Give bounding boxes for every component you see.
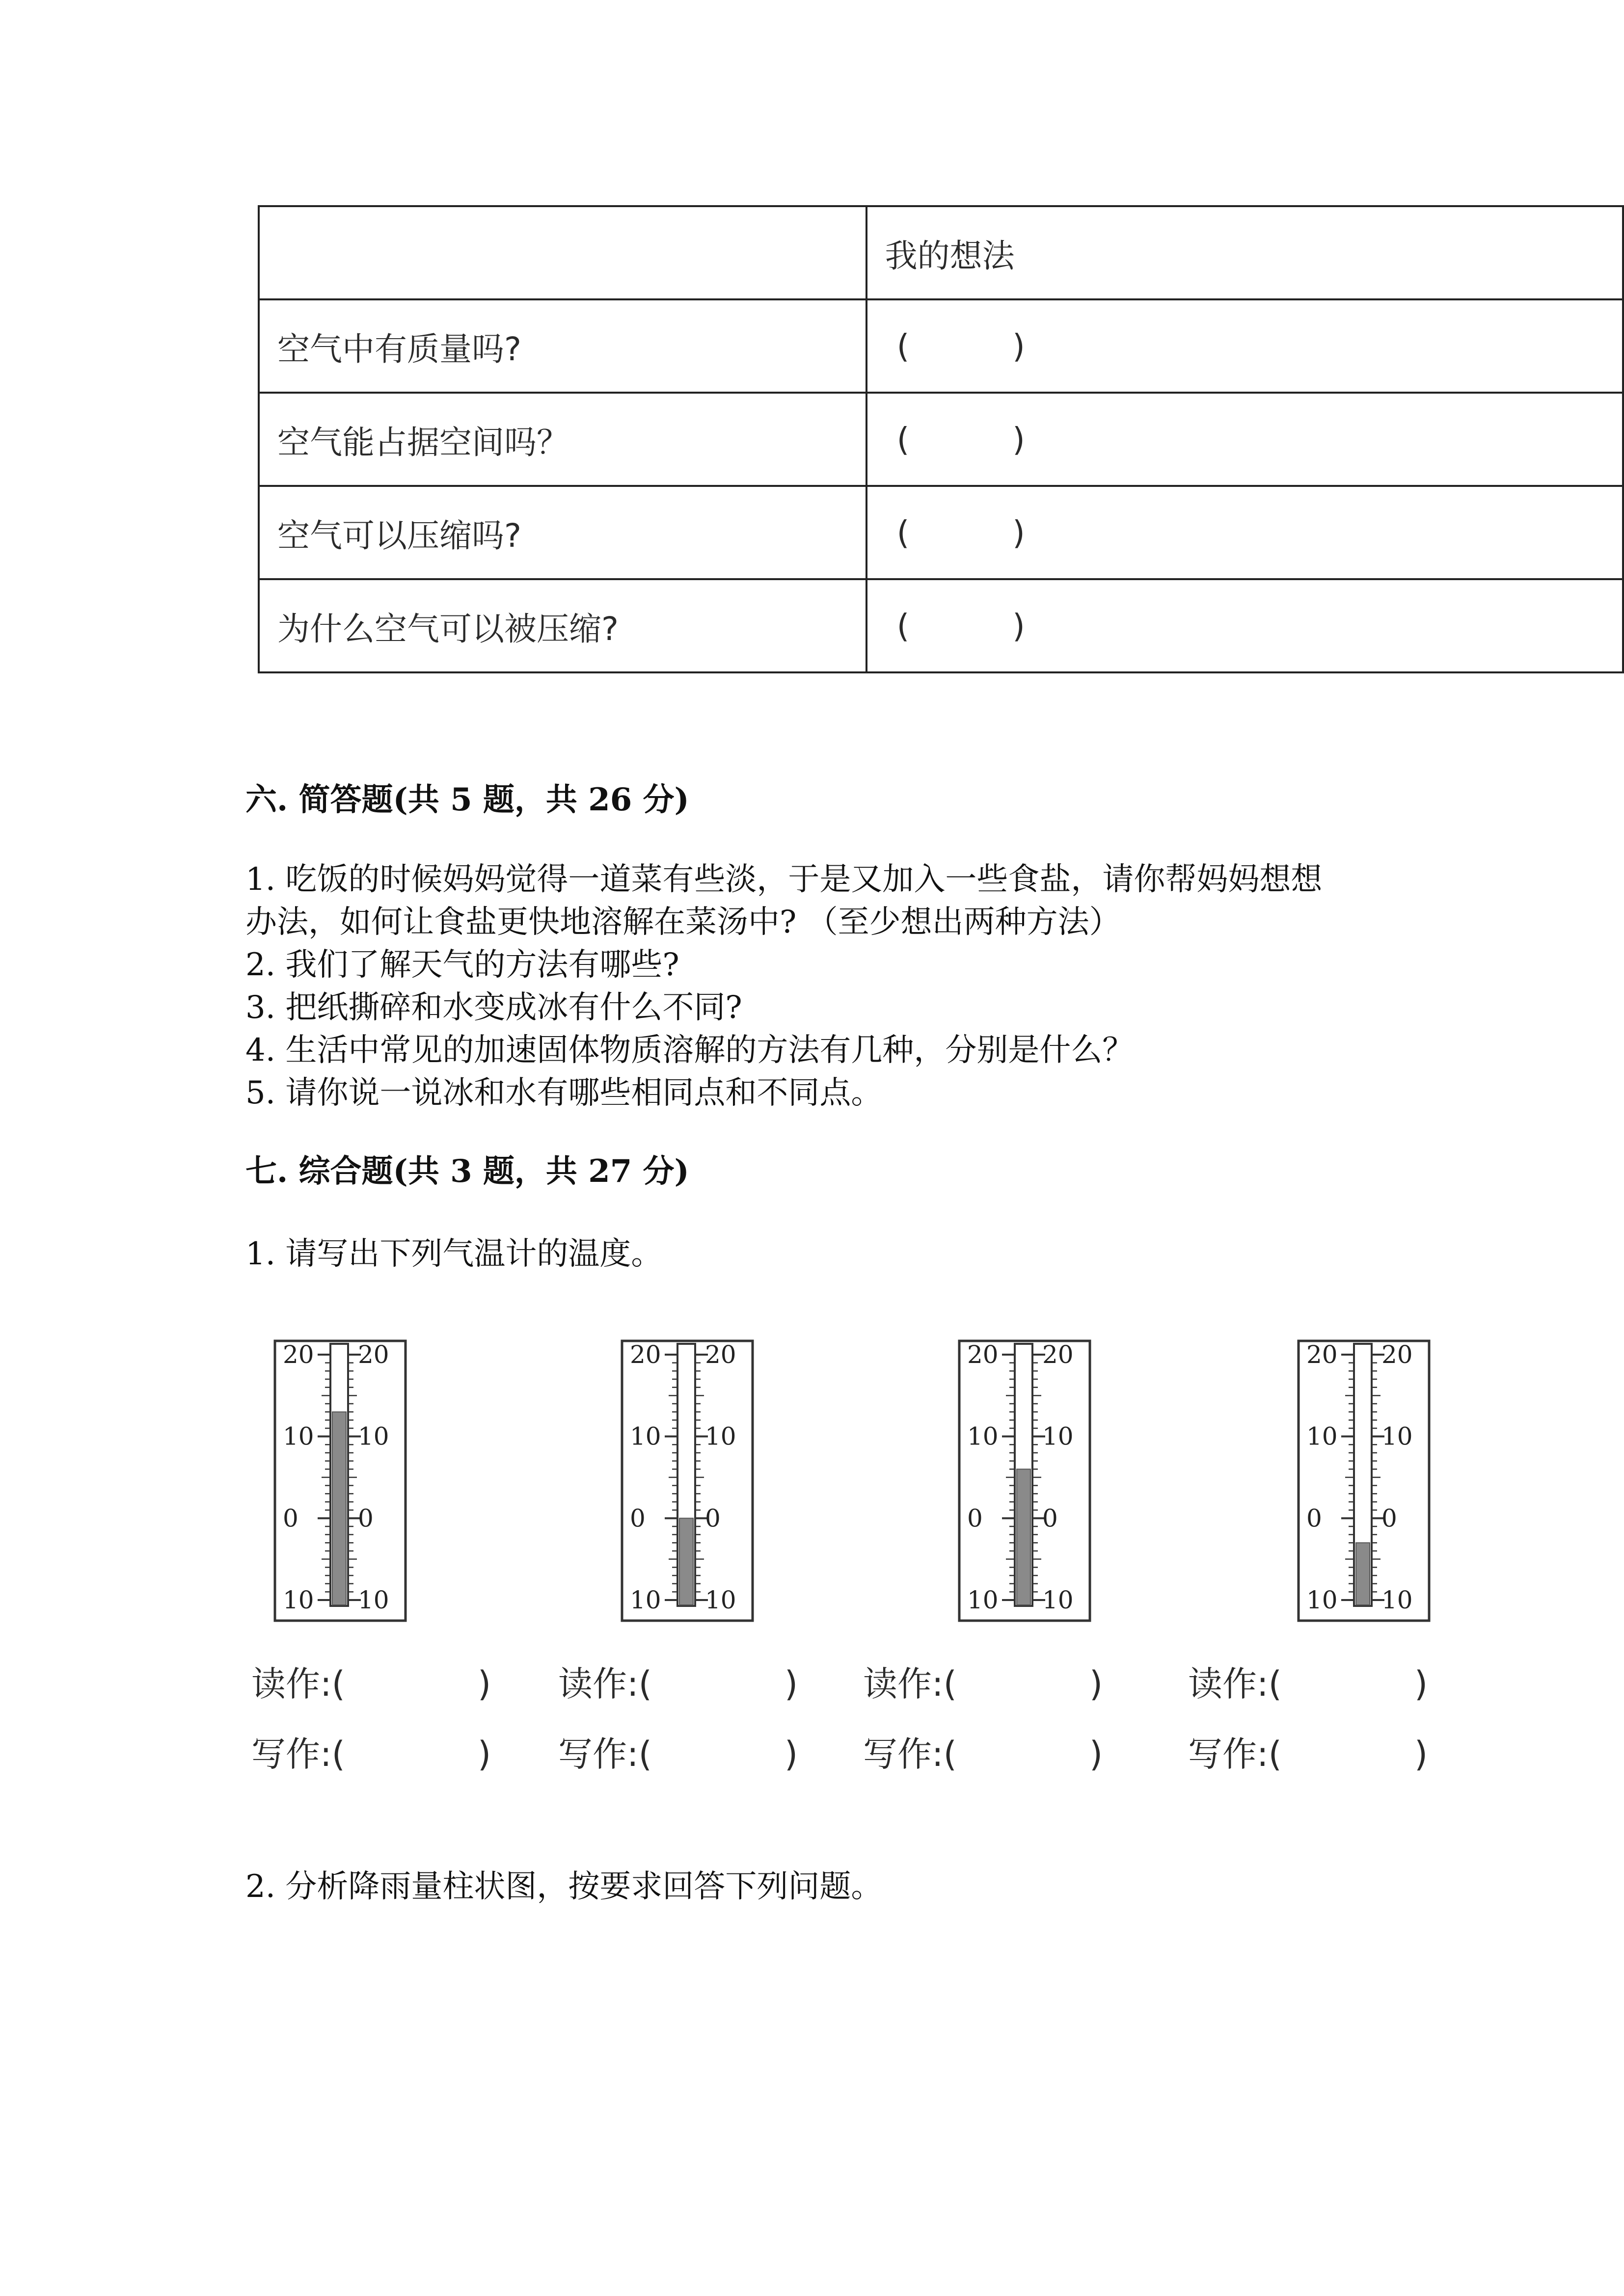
thermometer-svg [616,1340,758,1625]
scale-label: 10 [1306,1422,1338,1451]
close-paren: ) [477,1664,491,1704]
section-7-title: 七. 综合题(共 3 题，共 27 分) [245,1153,689,1190]
scale-label: 10 [967,1422,999,1451]
question-line: 办法，如何让食盐更快地溶解在菜汤中? （至少想出两种方法） [245,904,1121,940]
table-answer-blank[interactable] [866,579,1623,672]
scale-label: 0 [283,1504,298,1533]
scale-label: 10 [1381,1422,1413,1451]
scale-label: 20 [967,1340,999,1369]
scale-label: 10 [705,1422,736,1451]
scale-label: 0 [358,1504,374,1533]
table-question: 空气中有质量吗? [259,299,866,393]
scale-label: 10 [358,1586,389,1614]
answer-parens: ( ) [896,420,1025,458]
question-line: 5. 请你说一说冰和水有哪些相同点和不同点。 [245,1075,883,1111]
scale-label: 10 [1381,1586,1413,1614]
table-header-empty [259,206,866,299]
scale-label: 20 [358,1340,389,1369]
scale-label: 10 [283,1422,314,1451]
scale-label: 0 [705,1504,721,1533]
scale-label: 10 [1306,1586,1338,1614]
table-answer-blank[interactable] [866,299,1623,393]
scale-label: 0 [1306,1504,1322,1533]
thermometer-svg [1293,1340,1435,1625]
read-label: 读作:( [1188,1664,1282,1704]
thermometer-4 [1293,1340,1435,1625]
scale-label: 20 [1306,1340,1338,1369]
question-line: 2. 我们了解天气的方法有哪些? [245,947,679,983]
scale-label: 20 [283,1340,314,1369]
write-as-blank-1[interactable] [251,1727,491,1776]
write-label: 写作:( [558,1734,652,1774]
table-row [259,486,1623,579]
scale-label: 20 [1042,1340,1074,1369]
read-label: 读作:( [863,1664,957,1704]
thermometer-liquid [1017,1469,1030,1605]
table-question: 为什么空气可以被压缩? [259,579,866,672]
close-paren: ) [784,1734,798,1774]
read-as-blank-3[interactable] [863,1656,1103,1706]
close-paren: ) [1414,1734,1428,1774]
question-line: 2. 分析降雨量柱状图，按要求回答下列问题。 [245,1869,883,1905]
thermometer-2 [616,1340,758,1625]
scale-label: 10 [630,1422,661,1451]
thermometer-liquid [332,1412,346,1605]
table-question: 空气能占据空间吗？ [259,393,866,486]
close-paren: ) [1414,1664,1428,1704]
scale-label: 10 [283,1586,314,1614]
write-as-blank-2[interactable] [558,1727,798,1776]
table-header-my-idea: 我的想法 [866,206,1623,299]
answer-parens: ( ) [896,327,1025,365]
read-as-blank-4[interactable] [1188,1656,1428,1706]
close-paren: ) [1089,1664,1103,1704]
scale-label: 0 [967,1504,983,1533]
scale-label: 20 [630,1340,661,1369]
close-paren: ) [1089,1734,1103,1774]
read-as-blank-1[interactable] [251,1656,491,1706]
question-line: 4. 生活中常见的加速固体物质溶解的方法有几种，分别是什么？ [245,1032,1134,1068]
scale-label: 20 [1381,1340,1413,1369]
thermometer-svg [953,1340,1096,1625]
thermometer-1 [269,1340,411,1625]
write-label: 写作:( [863,1734,957,1774]
read-label: 读作:( [251,1664,345,1704]
answer-parens: ( ) [896,513,1025,552]
question-line: 3. 把纸撕碎和水变成冰有什么不同? [245,989,742,1026]
table-answer-blank[interactable] [866,486,1623,579]
thermometer-3 [953,1340,1096,1625]
thermometer-liquid [679,1518,693,1605]
read-as-blank-2[interactable] [558,1656,798,1706]
thermometer-svg [269,1340,411,1625]
write-as-blank-4[interactable] [1188,1727,1428,1776]
scale-label: 10 [705,1586,736,1614]
table-question: 空气可以压缩吗? [259,486,866,579]
question-line: 1. 吃饭的时候妈妈觉得一道菜有些淡，于是又加入一些食盐，请你帮妈妈想想 [245,861,1323,898]
section-6-title: 六. 简答题(共 5 题，共 26 分) [245,781,689,818]
write-label: 写作:( [251,1734,345,1774]
close-paren: ) [477,1734,491,1774]
scale-label: 10 [630,1586,661,1614]
scale-label: 0 [1042,1504,1058,1533]
thermometer-liquid [1356,1543,1370,1605]
question-line: 1. 请写出下列气温计的温度。 [245,1236,663,1272]
table-row [259,299,1623,393]
table-row [259,579,1623,672]
air-questions-table [258,205,1624,673]
scale-label: 10 [1042,1422,1074,1451]
table-header-row [259,206,1623,299]
write-as-blank-3[interactable] [863,1727,1103,1776]
scale-label: 10 [967,1586,999,1614]
scale-label: 10 [358,1422,389,1451]
answer-parens: ( ) [896,607,1025,645]
table-row [259,393,1623,486]
scale-label: 10 [1042,1586,1074,1614]
read-label: 读作:( [558,1664,652,1704]
scale-label: 0 [1381,1504,1397,1533]
scale-label: 0 [630,1504,646,1533]
write-label: 写作:( [1188,1734,1282,1774]
table-answer-blank[interactable] [866,393,1623,486]
scale-label: 20 [705,1340,736,1369]
close-paren: ) [784,1664,798,1704]
